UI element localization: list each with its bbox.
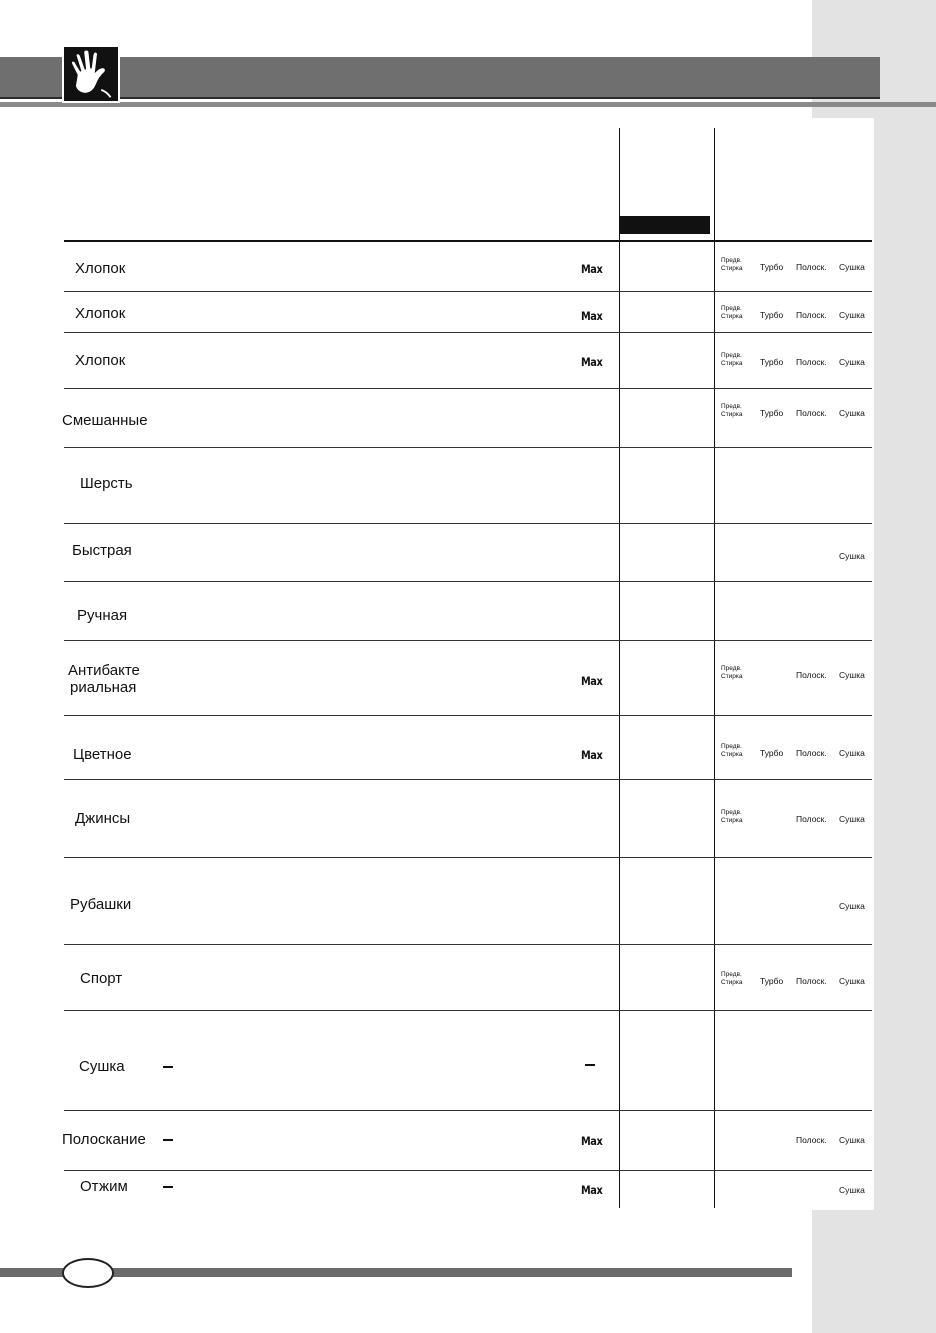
row-separator	[64, 447, 872, 448]
column-divider-left	[619, 128, 620, 1208]
footer-bar	[0, 1268, 792, 1277]
option-prewash-line2: Стирка	[721, 751, 743, 758]
row-separator	[64, 291, 872, 292]
column-header-tab	[620, 216, 710, 234]
program-name: Хлопок	[75, 260, 126, 277]
option-rinse: Полоск.	[796, 976, 827, 986]
content-panel	[62, 118, 874, 1210]
max-label: Max	[581, 674, 603, 688]
option-rinse: Полоск.	[796, 748, 827, 758]
option-rinse: Полоск.	[796, 357, 827, 367]
option-rinse: Полоск.	[796, 814, 827, 824]
table-header-rule	[64, 240, 872, 242]
row-separator	[64, 388, 872, 389]
option-prewash-line2: Стирка	[721, 817, 743, 824]
program-name: Сушка	[79, 1058, 125, 1075]
option-prewash-line1: Предв.	[721, 352, 742, 359]
option-turbo: Турбо	[760, 408, 784, 418]
row-separator	[64, 1170, 872, 1171]
option-prewash-line1: Предв.	[721, 665, 742, 672]
option-turbo: Турбо	[760, 976, 784, 986]
program-name: Ручная	[77, 607, 128, 624]
option-turbo: Турбо	[760, 357, 784, 367]
header-stripe	[0, 102, 936, 107]
option-rinse: Полоск.	[796, 1135, 827, 1145]
row-separator	[64, 715, 872, 716]
row-separator	[64, 581, 872, 582]
option-rinse: Полоск.	[796, 408, 827, 418]
program-name: Джинсы	[75, 810, 131, 827]
option-dry: Сушка	[839, 357, 865, 367]
program-name: Антибакте	[68, 662, 140, 679]
option-prewash-line1: Предв.	[721, 305, 742, 312]
option-prewash-line1: Предв.	[721, 257, 742, 264]
option-prewash-line1: Предв.	[721, 743, 742, 750]
option-dry: Сушка	[839, 976, 865, 986]
max-label: Max	[581, 748, 603, 762]
hand-icon	[62, 45, 120, 103]
row-separator	[64, 1110, 872, 1111]
option-dry: Сушка	[839, 1135, 865, 1145]
dash-mark	[163, 1139, 173, 1141]
option-dry: Сушка	[839, 814, 865, 824]
program-name: Смешанные	[62, 412, 148, 429]
option-turbo: Турбо	[760, 310, 784, 320]
option-prewash-line1: Предв.	[721, 971, 742, 978]
option-dry: Сушка	[839, 901, 865, 911]
row-separator	[64, 332, 872, 333]
option-dry: Сушка	[839, 262, 865, 272]
program-name: Хлопок	[75, 305, 126, 322]
header-bar	[0, 57, 880, 99]
program-name: Хлопок	[75, 352, 126, 369]
option-dry: Сушка	[839, 551, 865, 561]
option-prewash-line2: Стирка	[721, 673, 743, 680]
dash-mark	[585, 1064, 595, 1066]
program-name: Спорт	[80, 970, 123, 987]
dash-mark	[163, 1186, 173, 1188]
option-prewash-line1: Предв.	[721, 403, 742, 410]
max-label: Max	[581, 1183, 603, 1197]
option-dry: Сушка	[839, 670, 865, 680]
option-dry: Сушка	[839, 408, 865, 418]
program-name: Рубашки	[70, 896, 132, 913]
program-name: Шерсть	[80, 475, 133, 492]
program-name: Быстрая	[72, 542, 132, 559]
program-name: риальная	[70, 679, 137, 696]
max-label: Max	[581, 262, 603, 276]
max-label: Max	[581, 1134, 603, 1148]
option-turbo: Турбо	[760, 748, 784, 758]
program-name: Отжим	[80, 1178, 128, 1195]
option-dry: Сушка	[839, 310, 865, 320]
option-rinse: Полоск.	[796, 670, 827, 680]
option-prewash-line2: Стирка	[721, 360, 743, 367]
option-rinse: Полоск.	[796, 310, 827, 320]
row-separator	[64, 779, 872, 780]
max-label: Max	[581, 309, 603, 323]
max-label: Max	[581, 355, 603, 369]
option-dry: Сушка	[839, 1185, 865, 1195]
option-rinse: Полоск.	[796, 262, 827, 272]
page-number-badge	[62, 1258, 114, 1288]
option-prewash-line1: Предв.	[721, 809, 742, 816]
option-dry: Сушка	[839, 748, 865, 758]
dash-mark	[163, 1066, 173, 1068]
program-name: Полоскание	[62, 1131, 146, 1148]
option-prewash-line2: Стирка	[721, 313, 743, 320]
program-name: Цветное	[73, 746, 132, 763]
row-separator	[64, 1010, 872, 1011]
row-separator	[64, 640, 872, 641]
row-separator	[64, 523, 872, 524]
row-separator	[64, 944, 872, 945]
column-divider-right	[714, 128, 715, 1208]
option-turbo: Турбо	[760, 262, 784, 272]
row-separator	[64, 857, 872, 858]
option-prewash-line2: Стирка	[721, 411, 743, 418]
option-prewash-line2: Стирка	[721, 265, 743, 272]
option-prewash-line2: Стирка	[721, 979, 743, 986]
